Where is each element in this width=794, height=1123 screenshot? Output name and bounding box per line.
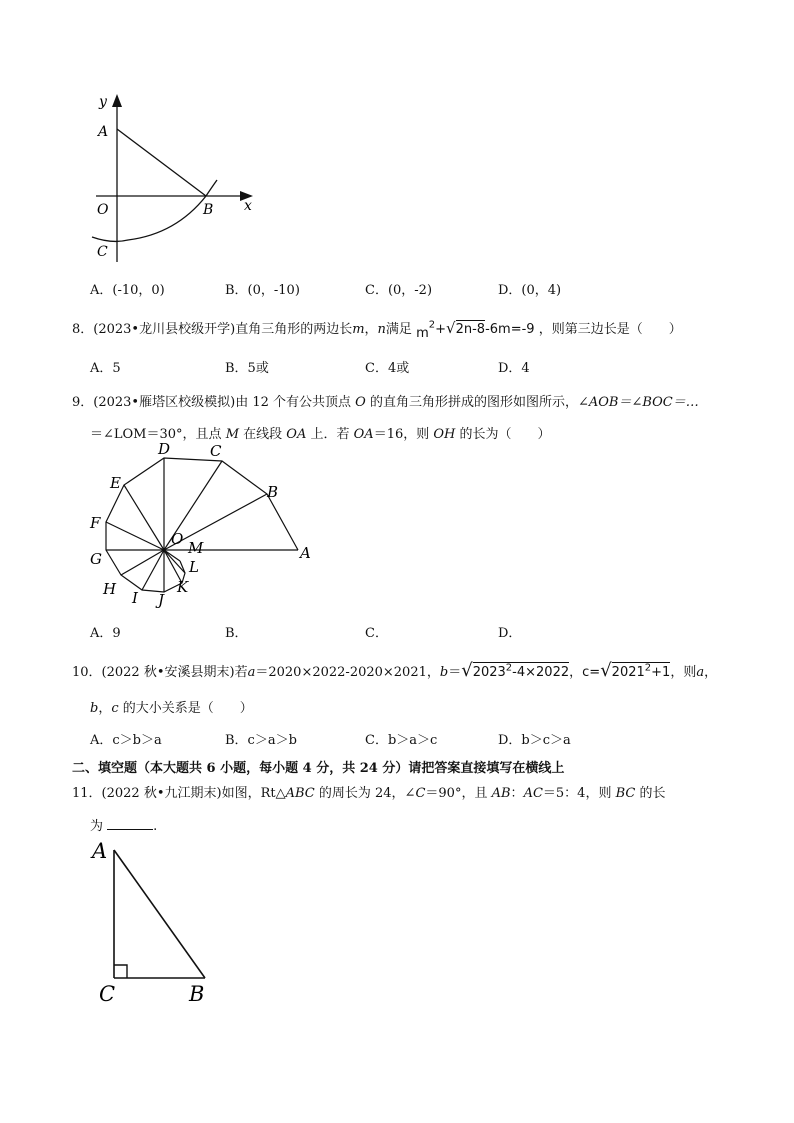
q8-source: (2023•龙川县校级开学) xyxy=(93,322,236,337)
q9-var-o: O xyxy=(355,395,366,410)
label-b: B xyxy=(267,483,279,501)
q11-line2-b: . xyxy=(153,819,158,834)
q11-line2-a: 为 xyxy=(90,819,104,834)
q8-option-a: A．5 xyxy=(90,361,121,376)
q10-rad-c-sup: 2 xyxy=(644,662,652,674)
q8-number: 8． xyxy=(72,322,94,337)
q11-text-a: 如图，Rt△ xyxy=(221,786,286,801)
label-c: C xyxy=(210,442,222,460)
q10-rad-b-base: 2023 xyxy=(472,665,506,680)
label-a: A xyxy=(300,544,311,562)
right-angle-mark xyxy=(114,965,127,978)
segment-ab xyxy=(117,129,206,196)
q10-c-pre: c= xyxy=(582,665,601,680)
q9-var-m: M xyxy=(225,427,239,442)
q8-eq-m: m xyxy=(416,326,429,341)
q10-option-a: A．c＞b＞a xyxy=(90,733,162,748)
q9-line2-b: 在线段 xyxy=(243,427,283,442)
label-b: B xyxy=(189,982,205,1006)
q9-line1-b: 的直角三角形拼成的图形如图所示， xyxy=(369,395,578,410)
q10-var-c: c xyxy=(111,701,119,716)
q8-equation xyxy=(416,319,539,341)
q8-stem xyxy=(72,318,682,341)
q10-sep-2: ， xyxy=(704,665,718,680)
q11-stem-line1 xyxy=(72,782,666,801)
q11-var-c: C xyxy=(415,786,426,801)
q9-source: (2023•雁塔区校级模拟) xyxy=(93,395,236,410)
q8-option-b: B．5或 xyxy=(225,361,269,376)
q11-var-abc: ABC xyxy=(285,786,315,801)
q9-line1-c: ∠AOB＝∠BOC＝… xyxy=(577,395,699,410)
label-b: B xyxy=(203,202,214,218)
q9-option-a: A．9 xyxy=(90,626,121,641)
q10-text-a: 若 xyxy=(234,665,248,680)
q11-var-ab: AB xyxy=(491,786,511,801)
x-axis xyxy=(96,191,253,201)
label-y: y xyxy=(99,94,107,110)
label-c: C xyxy=(97,244,108,260)
q10-var-b2: b xyxy=(90,701,99,716)
q9-stem-line1 xyxy=(72,391,699,410)
q10-eq-b-pre: ＝ xyxy=(448,665,462,680)
q9-line1-a: 由 12 个有公共顶点 xyxy=(235,395,351,410)
q9-option-d: D． xyxy=(498,626,522,641)
q9-option-c: C． xyxy=(365,626,388,641)
label-c: C xyxy=(99,982,116,1006)
label-i: I xyxy=(132,589,138,607)
q8-option-d: D．4 xyxy=(498,361,530,376)
q11-text-b: 的周长为 24，∠ xyxy=(318,786,416,801)
label-e: E xyxy=(110,474,121,492)
q8-eq-plus: + xyxy=(435,322,447,337)
q9-number: 9． xyxy=(72,395,94,410)
q7-option-d: D．(0，4) xyxy=(498,283,562,298)
label-o: O xyxy=(97,202,109,218)
q10-source: (2022 秋•安溪县期末) xyxy=(101,665,235,680)
q10-rad-c-base: 2021 xyxy=(611,665,645,680)
q9-line2-e: 的长为（ ） xyxy=(459,427,551,442)
q9-var-oh: OH xyxy=(433,427,456,442)
label-x: x xyxy=(244,198,252,214)
q11-var-ac: AC xyxy=(523,786,543,801)
q8-text-c: ，则第三边长是（ ） xyxy=(538,322,682,337)
q11-figure xyxy=(0,830,260,1020)
q8-var-m: m xyxy=(352,322,365,337)
q10-sep: ， xyxy=(569,665,583,680)
q10-rad-b-sup: 2 xyxy=(505,662,513,674)
q11-text-e: ＝5：4，则 xyxy=(542,786,612,801)
q11-source: (2022 秋•九江期末) xyxy=(101,786,222,801)
q11-text-c: ＝90°，且 xyxy=(425,786,488,801)
q9-line2-a: ＝∠LOM＝30°，且点 xyxy=(90,427,222,442)
q11-number: 11． xyxy=(72,786,102,801)
label-h: H xyxy=(103,580,117,598)
q10-line2-b: 的大小关系是（ ） xyxy=(122,701,253,716)
answer-blank[interactable] xyxy=(107,817,153,830)
arc-cb xyxy=(92,180,217,241)
q8-radical xyxy=(446,319,485,337)
q8-eq-tail: -6m=-9 xyxy=(485,322,535,337)
q10-text-b: ，则 xyxy=(670,665,697,680)
q10-var-a2: a xyxy=(696,665,705,680)
q9-line2-d: ＝16，则 xyxy=(373,427,430,442)
q10-stem-line1 xyxy=(72,660,717,681)
spiral-triangles xyxy=(106,458,298,592)
q8-eq-rad: 2n-8 xyxy=(455,322,486,337)
right-triangle xyxy=(114,850,205,978)
sqrt-sign-icon: √ xyxy=(461,660,473,681)
q8-var-n: n xyxy=(377,322,386,337)
label-k: K xyxy=(177,578,189,596)
q9-figure xyxy=(0,440,340,620)
label-l: L xyxy=(189,558,199,576)
q10-eq-a: ＝2020×2022-2020×2021， xyxy=(255,665,440,680)
q10-option-c: C．b＞a＞c xyxy=(365,733,438,748)
label-m: M xyxy=(188,539,204,557)
q10-var-b: b xyxy=(439,665,449,680)
q10-radical-b xyxy=(461,660,569,681)
q10-number: 10． xyxy=(72,665,102,680)
q7-option-a: A．(-10，0) xyxy=(90,283,165,298)
q11-text-d: ： xyxy=(510,786,524,801)
label-g: G xyxy=(90,550,102,568)
q9-line2-c: 上．若 xyxy=(310,427,350,442)
y-axis xyxy=(112,94,122,262)
q10-rad-c-tail: +1 xyxy=(651,665,671,680)
q7-option-c: C．(0，-2) xyxy=(365,283,433,298)
q8-eq-sup: 2 xyxy=(428,319,436,331)
label-j: J xyxy=(158,591,165,609)
sqrt-sign-icon: √ xyxy=(446,319,456,337)
sqrt-sign-icon: √ xyxy=(600,660,612,681)
label-a: A xyxy=(98,124,109,140)
q11-text-f: 的长 xyxy=(639,786,666,801)
label-d: D xyxy=(158,440,171,458)
q10-radical-c xyxy=(600,660,670,681)
q10-var-a: a xyxy=(247,665,256,680)
q8-text-a: 直角三角形的两边长 xyxy=(235,322,353,337)
label-o: O xyxy=(171,530,184,548)
q8-option-c: C．4或 xyxy=(365,361,410,376)
q10-option-b: B．c＞a＞b xyxy=(225,733,297,748)
q10-rad-b-tail: -4×2022 xyxy=(512,665,570,680)
q11-var-bc: BC xyxy=(615,786,636,801)
q10-line2-a: ， xyxy=(98,701,112,716)
q7-figure xyxy=(0,0,300,270)
q9-option-b: B． xyxy=(225,626,248,641)
label-f: F xyxy=(90,514,101,532)
q10-option-d: D．b＞c＞a xyxy=(498,733,571,748)
section2-heading: 二、填空题（本大题共 6 小题，每小题 4 分，共 24 分）请把答案直接填写在横线上 xyxy=(72,761,565,776)
q9-var-oa2: OA xyxy=(353,427,374,442)
q10-stem-line2 xyxy=(90,697,253,716)
q8-text-b: 满足 xyxy=(385,322,412,337)
q9-var-oa: OA xyxy=(286,427,307,442)
label-a: A xyxy=(92,839,108,863)
q8-sep: ， xyxy=(364,322,378,337)
q7-option-b: B．(0，-10) xyxy=(225,283,300,298)
